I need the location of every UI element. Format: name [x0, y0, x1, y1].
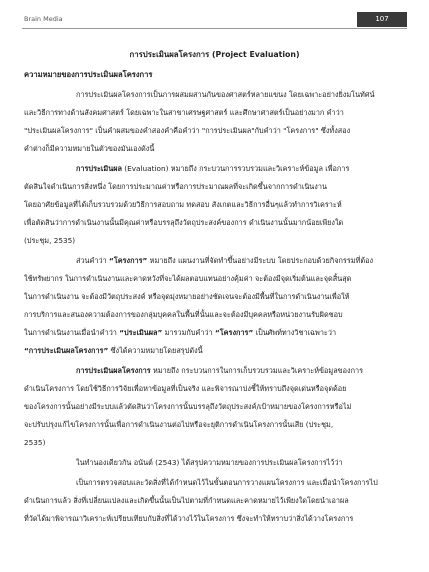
text-line: "ประเมินผลโครงการ" เป็นคำผสมของคำสองคำคือคำว่า "การประเมินผล"กับคำว่า "โครงการ" ซึ่งทั้งสอง [24, 126, 351, 135]
text-run: มารวมกับคำว่า [162, 328, 215, 337]
text-run: ในการดำเนินงานเมื่อนำคำว่า [24, 328, 120, 337]
text-run: ส่วนคำว่า [76, 256, 110, 265]
paragraph-intro [24, 86, 405, 158]
term-evaluation: การประเมินผล [76, 164, 122, 173]
text-line: เพื่อตัดสินว่าการดำเนินงานนั้นมีคุณค่าหรือบรรลุถึงวัตถุประสงค์ของการ ดำเนินงานนั้นมากน้อยเพียงใด [24, 218, 344, 227]
text-line: การบริการและสนองความต้องการของกลุ่มบุคคลในพื้นที่นั้นและจะต้องมีบุคคลหรือหน่วยงานรับผิดชอบ [24, 310, 343, 319]
term-project-quoted: “โครงการ” [214, 328, 254, 337]
paragraph-ananta-intro [24, 454, 405, 472]
text-line [24, 362, 405, 380]
paragraph-evaluation-definition [24, 160, 405, 250]
text-line: คำต่างก็มีความหมายในตัวของมันเองดังนี้ [24, 144, 155, 153]
text-line: 2535) [24, 438, 46, 447]
term-project-evaluation: การประเมินผลโครงการ [76, 366, 151, 375]
text-line: ที่วัดได้มาพิจารณาวิเคราะห์เปรียบเทียบกับสิ่งที่ได้วางไว้ในโครงการ ซึ่งจะทำให้ทราบว่าสิ่งได้วางโครงการ [24, 514, 354, 523]
text-line: ตัดสินใจดำเนินการสิ่งหนึ่ง โดยการประมาณค่าหรือการประมาณผลที่จะเกิดขึ้นจากการดำเนินงาน [24, 182, 327, 191]
publisher-name: Brain Media [24, 15, 63, 23]
text-run: เป็นศัพท์ทางวิชาเฉพาะว่า [253, 328, 337, 337]
text-line: ของโครงการนั้นอย่างมีระบบแล้วตัดสินว่าโครงการนั้นบรรลุถึงวัตถุประสงค์/เป้าหมายของโครงการหรือไม่ [24, 402, 352, 411]
term-evaluation-quoted: “ประเมินผล” [119, 328, 163, 337]
text-line [24, 342, 405, 360]
term-project: “โครงการ” [109, 256, 148, 265]
text-run: (Evaluation) หมายถึง กระบวนการรวบรวมและวิเคราะห์ข้อมูล เพื่อการ [121, 164, 350, 173]
page-number-badge: 107 [357, 12, 407, 27]
text-line: โดยอาศัยข้อมูลที่ได้เก็บรวบรวมด้วยวิธีการสอบถาม ทดสอบ สังเกตและวิธีการอื่นๆแล้วทำการวิเคราะห์ [24, 200, 342, 209]
header-divider [22, 28, 407, 29]
text-line: และวิธีการทางด้านสังคมศาสตร์ โดยเฉพาะในสาขาเศรษฐศาสตร์ และศึกษาศาสตร์เป็นอย่างมาก คำว่า [24, 108, 344, 117]
text-line: (ประชุม, 2535) [24, 236, 76, 245]
text-line: ในการดำเนินงาน จะต้องมีวัตถุประสงค์ หรือจุดมุ่งหมายอย่างชัดเจนจะต้องมีพื้นที่ในการดำเนินงานเพื่อให้ [24, 292, 350, 301]
text-run: หมายถึง กระบวนการในการเก็บรวบรวมและวิเคราะห์ข้อมูลของการ [150, 366, 364, 375]
text-line: ในทำนองเดียวกัน อนันต์ (2543) ได้สรุปความหมายของการประเมินผลโครงการไว้ว่า [76, 458, 343, 467]
page-title: การประเมินผลโครงการ (Project Evaluation) [129, 50, 300, 59]
page-body [24, 48, 405, 530]
text-run: ซึ่งได้ความหมายโดยสรุปดังนี้ [108, 346, 203, 355]
text-line [24, 252, 405, 270]
text-line: ดำเนินโครงการ โดยใช้วิธีการวิจัยเพื่อหาข้อมูลที่เป็นจริง และพิจารณาบ่งชี้ให้ทราบถึงจุดเด่นหรือจุดด้อย [24, 384, 347, 393]
term-project-evaluation-quoted: “การประเมินผลโครงการ” [24, 346, 109, 355]
paragraph-ananta-definition [24, 474, 405, 528]
text-line: การประเมินผลโครงการเป็นการผสมผสานกันของศาสตร์หลายแขนง โดยเฉพาะอย่างยิ่งมโนทัศน์ [76, 90, 375, 99]
text-line: เป็นการตรวจสอบและวัดสิ่งที่ได้กำหนดไว้ในขั้นตอนการวางแผนโครงการ และเมื่อนำโครงการไป [76, 478, 378, 487]
paragraph-project-evaluation-definition [24, 362, 405, 452]
text-line: ใช้ทรัพยากร ในการดำเนินงานและคาดหวังที่จะได้ผลตอบแทนอย่างคุ้มค่า จะต้องมีจุดเริ่มต้นและจุดสิ้นสุด [24, 274, 352, 283]
text-run: หมายถึง แผนงานที่จัดทำขึ้นอย่างมีระบบ โดยประกอบด้วยกิจกรรมที่ต้อง [147, 256, 374, 265]
text-line: จะปรับปรุงแก้ไขโครงการนั้นเพื่อการดำเนินงานต่อไปหรือจะยุติการดำเนินโครงการนั้นเสีย (ประชุม, [24, 420, 334, 429]
text-line [24, 324, 405, 342]
section-heading: ความหมายของการประเมินผลโครงการ [24, 70, 153, 79]
paragraph-project-definition [24, 252, 405, 360]
text-line: ดำเนินการแล้ว สิ่งที่เปลี่ยนแปลงและเกิดขึ้นนั้นเป็นไปตามที่กำหนดและคาดหมายไว้เพียงใดโดยนำเอาผล [24, 496, 349, 505]
text-line [24, 160, 405, 178]
